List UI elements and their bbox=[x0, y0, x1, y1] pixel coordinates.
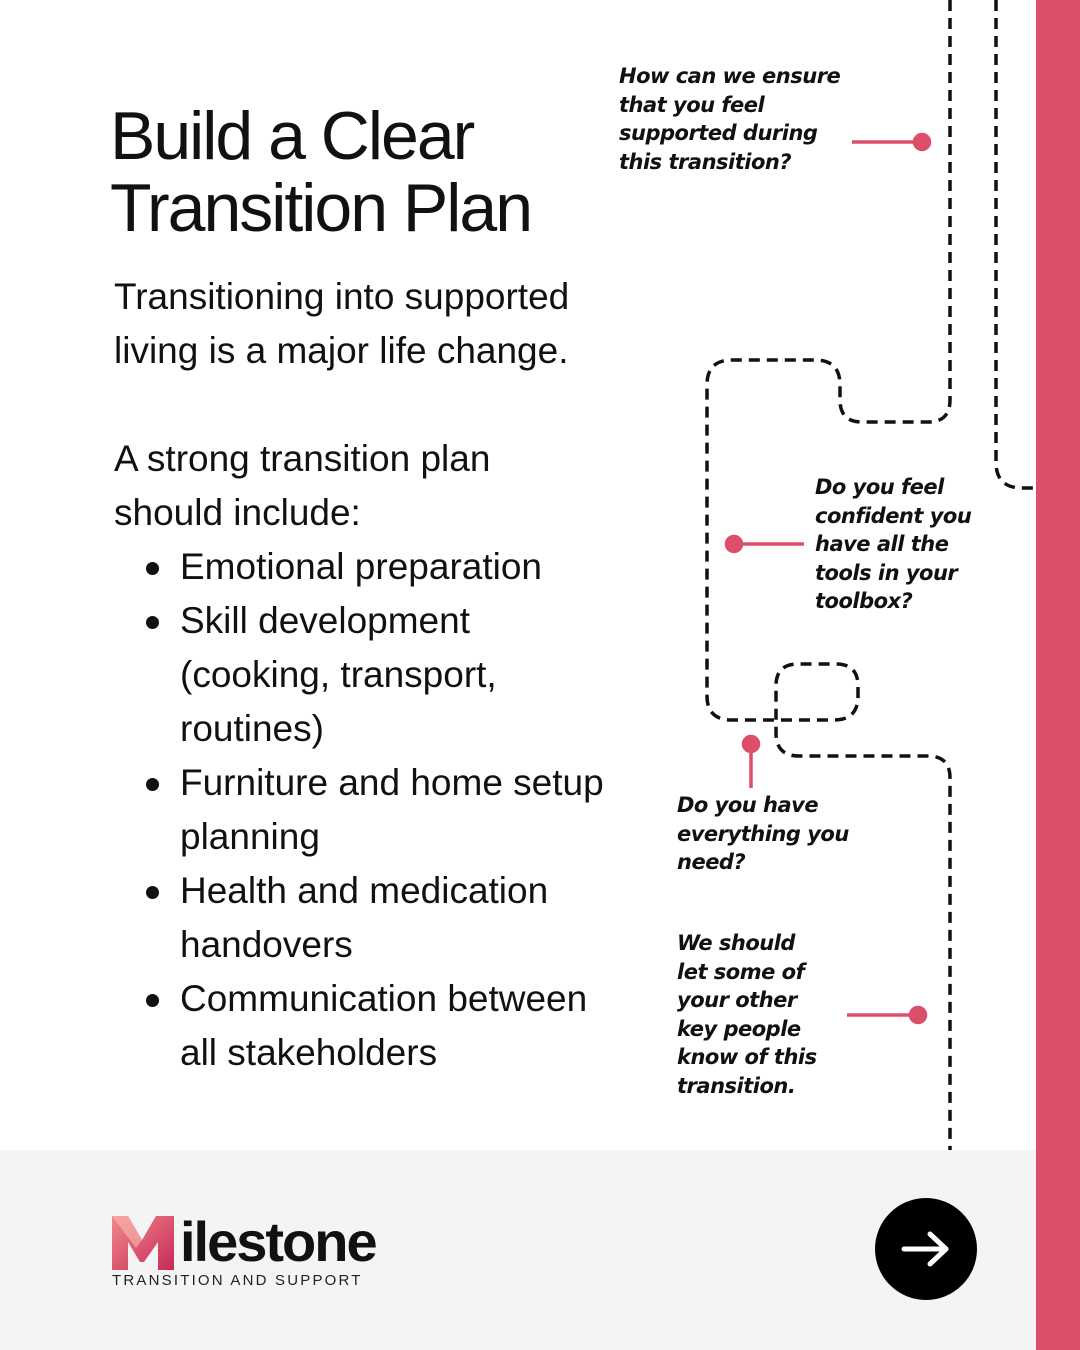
intro-paragraph-1 bbox=[114, 270, 644, 378]
body-text bbox=[114, 270, 644, 1080]
note-key-people: We should let some of your other key people know of this transition. bbox=[677, 931, 817, 1098]
connector-dot-1 bbox=[915, 135, 930, 150]
intro-line-1: Transitioning into supported bbox=[114, 276, 570, 317]
list-item: Communication between all stakeholders bbox=[114, 972, 644, 1080]
plan-list bbox=[114, 540, 644, 1080]
logo-subtitle: TRANSITION AND SUPPORT bbox=[112, 1272, 363, 1289]
page-title bbox=[110, 100, 531, 244]
note-toolbox: Do you feel confident you have all the tools in your toolbox? bbox=[815, 475, 972, 613]
connector-dot-2 bbox=[727, 537, 742, 552]
logo-m-icon bbox=[110, 1212, 182, 1272]
list-item: Emotional preparation bbox=[114, 540, 644, 594]
accent-strip bbox=[1036, 0, 1080, 1350]
list-item: Health and medication handovers bbox=[114, 864, 644, 972]
connector-dot-3 bbox=[744, 737, 759, 752]
intro-line-4: should include: bbox=[114, 492, 361, 533]
next-button[interactable] bbox=[875, 1198, 977, 1300]
note-supported: How can we ensure that you feel supported during this transition? bbox=[619, 64, 841, 174]
list-item: Furniture and home setup planning bbox=[114, 756, 644, 864]
connector-dot-4 bbox=[911, 1008, 926, 1023]
title-line-2: Transition Plan bbox=[110, 170, 532, 246]
title-line-1: Build a Clear bbox=[110, 98, 474, 174]
note-everything: Do you have everything you need? bbox=[677, 793, 849, 874]
intro-line-3: A strong transition plan bbox=[114, 438, 491, 479]
intro-paragraph-2 bbox=[114, 432, 644, 540]
arrow-right-icon bbox=[898, 1229, 954, 1269]
list-item: Skill development (cooking, transport, routines) bbox=[114, 594, 644, 756]
dashed-path-right bbox=[996, 0, 1036, 488]
milestone-logo bbox=[110, 1212, 410, 1292]
intro-line-2: living is a major life change. bbox=[114, 330, 569, 371]
logo-wordmark: ilestone bbox=[180, 1210, 376, 1273]
